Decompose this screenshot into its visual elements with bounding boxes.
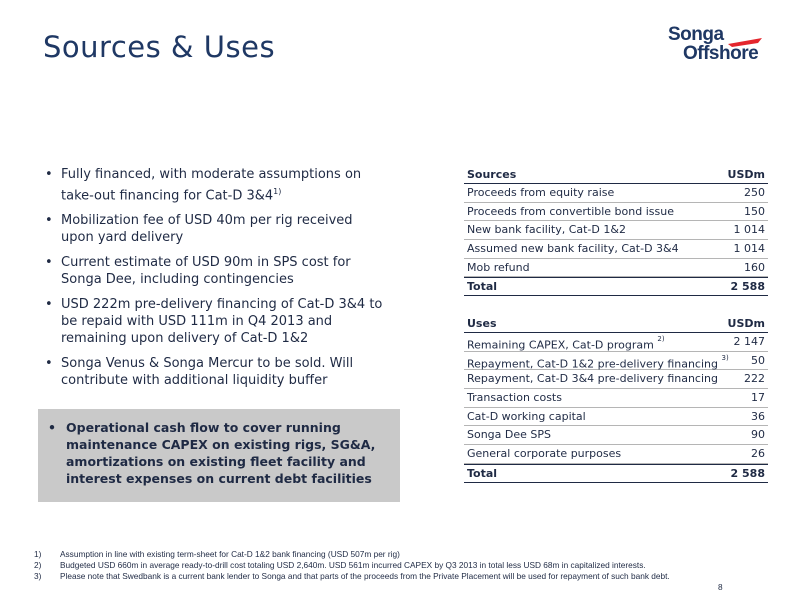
bullet-text: USD 222m pre-delivery financing of Cat-D 3&4 to be repaid with USD 111m in Q4 2013 and remaining upon delivery of Cat-D 1&2 [61,297,383,347]
highlight-box [38,409,400,502]
row-value: 2 147 [733,335,765,348]
row-value: 1 014 [733,223,765,237]
sources-total-value: 2 588 [730,280,765,294]
sources-table [464,166,768,296]
sources-row [464,240,768,259]
uses-total-value: 2 588 [730,466,765,480]
uses-header: Uses [467,317,497,330]
songa-offshore-logo [668,24,772,68]
row-value: 160 [744,260,765,274]
footnotes [34,549,670,582]
row-label [467,445,621,463]
page-title: Sources & Uses [43,30,276,64]
logo-line2: Offshore [683,43,759,64]
row-value: 1 014 [733,242,765,256]
row-label-text: Transaction costs [467,391,562,405]
uses-row [464,370,768,389]
row-label-text: Proceeds from convertible bond issue [467,204,674,218]
row-label-text: Remaining CAPEX, Cat-D program [467,338,654,352]
bullet-item [43,212,388,246]
page-number: 8 [718,582,723,592]
row-label-text: Assumed new bank facility, Cat-D 3&4 [467,242,679,256]
row-label [467,370,718,388]
uses-header-row [464,315,768,333]
uses-unit: USDm [727,317,765,330]
row-label [467,333,665,351]
uses-row [464,408,768,427]
sources-total-label: Total [467,280,498,294]
row-label-text: General corporate purposes [467,447,622,461]
footnote-ref: 1) [273,187,282,196]
bullet-text: Current estimate of USD 90m in SPS cost for Songa Dee, including contingencies [61,255,351,288]
row-label [467,426,551,444]
sources-row [464,203,768,222]
bullet-text: Songa Venus & Songa Mercur to be sold. Will contribute with additional liquidity buffer [61,356,354,389]
row-label-text: New bank facility, Cat-D 1&2 [467,223,626,237]
row-label-text: Songa Dee SPS [467,428,552,442]
row-label [467,408,586,426]
bullet-item [43,254,388,288]
uses-total-row [464,464,768,483]
row-label [467,240,679,258]
row-value: 50 [751,353,765,367]
footnote [34,571,670,582]
sources-header-row [464,166,768,184]
row-value: 250 [744,186,765,199]
bullet-item [43,355,388,389]
highlight-text: • Operational cash flow to cover running maintenance CAPEX on existing rigs, SG&A, amortizations on existing fleet facility and interest expenses on current debt facilities [46,419,390,487]
bullet-text: Fully financed, with moderate assumptions on take-out financing for Cat-D 3&4 [61,167,362,204]
bullet-item [43,296,388,347]
row-label [467,352,729,370]
row-value: 222 [744,372,765,386]
row-value: 26 [751,447,765,461]
footnote-number: 1) [34,549,42,559]
row-label-text: Cat-D working capital [467,409,586,423]
footnote [34,560,670,571]
bullet-item [43,166,388,204]
row-label-text: Repayment, Cat-D 1&2 pre-delivery financing [467,357,718,371]
uses-table [464,315,768,483]
sources-row [464,221,768,240]
footnote [34,549,670,560]
footnote-number: 2) [34,560,42,570]
row-value: 17 [751,391,765,405]
sources-total-row [464,277,768,296]
footnote-text: Please note that Swedbank is a current bank lender to Songa and that parts of the proceeds from the Private Placement will be used for repayment of such bank debt. [60,571,670,581]
footnote-number: 3) [34,571,42,581]
bullet-text: Mobilization fee of USD 40m per rig received upon yard delivery [61,213,353,246]
uses-row [464,426,768,445]
logo-line1: Songa [668,24,724,45]
row-label-text: Proceeds from equity raise [467,186,615,199]
row-label-text: Mob refund [467,260,530,274]
sources-header: Sources [467,168,517,181]
key-points-list [43,166,388,397]
footnote-ref: 2) [657,335,665,343]
footnote-text: Budgeted USD 660m in average ready-to-drill cost totaling USD 2,640m. USD 561m incurred CAPEX by Q3 2013 in total less USD 68m in capitalized interests. [60,560,646,570]
row-label [467,184,614,202]
row-label [467,221,626,239]
row-value: 90 [751,428,765,442]
sources-row [464,184,768,203]
footnote-ref: 3) [721,353,729,362]
uses-row [464,445,768,464]
row-value: 150 [744,204,765,218]
row-label [467,389,562,407]
sources-unit: USDm [727,168,765,181]
row-label [467,203,674,221]
footnote-text: Assumption in line with existing term-sheet for Cat-D 1&2 bank financing (USD 507m per rig) [60,549,400,559]
row-label-text: Repayment, Cat-D 3&4 pre-delivery financing [467,372,718,386]
sources-row [464,259,768,278]
uses-total-label: Total [467,466,498,480]
row-label [467,259,530,277]
row-value: 36 [751,409,765,423]
uses-row [464,333,768,352]
uses-row [464,389,768,408]
uses-row [464,352,768,371]
